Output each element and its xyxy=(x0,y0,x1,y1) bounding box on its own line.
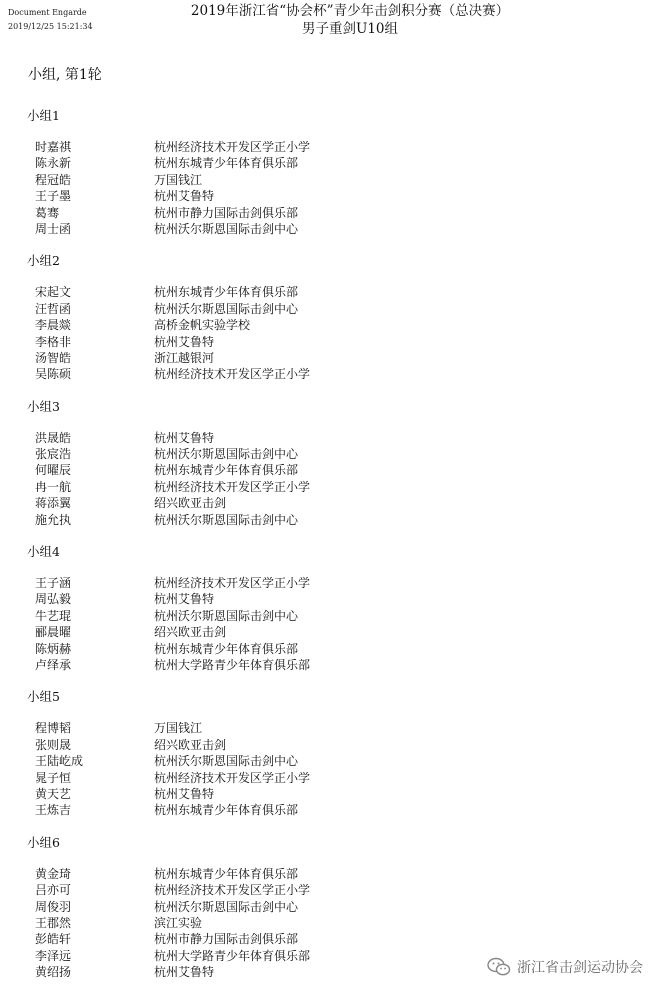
fencer-row xyxy=(0,495,663,511)
fencer-club: 杭州经济技术开发区学正小学 xyxy=(154,367,311,382)
pool-group-title: 小组3 xyxy=(27,398,60,414)
fencer-row xyxy=(0,366,663,382)
fencer-name: 晁子恒 xyxy=(35,770,72,785)
fencer-club: 杭州经济技术开发区学正小学 xyxy=(154,479,311,494)
pool-group xyxy=(0,689,663,818)
fencer-name: 吕亦可 xyxy=(35,883,72,898)
fencer-club: 杭州艾鲁特 xyxy=(154,592,215,607)
fencer-name: 郦晨曜 xyxy=(35,625,72,640)
fencer-row xyxy=(0,608,663,624)
fencer-club: 杭州市静力国际击剑俱乐部 xyxy=(154,205,299,220)
fencer-name: 何曜辰 xyxy=(35,463,72,478)
fencer-name: 冉一航 xyxy=(35,479,72,494)
fencer-club: 杭州经济技术开发区学正小学 xyxy=(154,576,311,591)
fencer-name: 葛骞 xyxy=(35,205,60,220)
fencer-club: 杭州艾鲁特 xyxy=(154,189,215,204)
pool-group-title: 小组4 xyxy=(27,544,60,560)
fencer-name: 黄绍扬 xyxy=(35,965,72,980)
fencer-club: 杭州沃尔斯恩国际击剑中心 xyxy=(154,512,299,527)
fencer-name: 洪晟皓 xyxy=(35,430,72,445)
pool-group-title: 小组1 xyxy=(27,108,60,123)
fencer-row xyxy=(0,317,663,333)
fencer-name: 王陆屹成 xyxy=(35,754,84,769)
fencer-club: 绍兴欧亚击剑 xyxy=(154,625,227,640)
fencer-name: 李晨燚 xyxy=(35,318,72,333)
fencer-club: 杭州沃尔斯恩国际击剑中心 xyxy=(154,608,299,623)
pool-group-title: 小组6 xyxy=(27,834,60,850)
fencer-club: 杭州大学路青少年体育俱乐部 xyxy=(154,948,311,963)
fencer-name: 汪哲函 xyxy=(35,301,72,316)
watermark xyxy=(487,957,643,977)
fencer-club: 杭州东城青少年体育俱乐部 xyxy=(154,285,299,300)
fencer-club: 万国钱江 xyxy=(154,721,203,736)
fencer-name: 程博韬 xyxy=(35,721,72,736)
event-title: 男子重剑U10组 xyxy=(301,21,399,37)
fencer-name: 黄金琦 xyxy=(35,866,72,881)
fencer-club: 杭州经济技术开发区学正小学 xyxy=(154,140,311,154)
fencer-row xyxy=(0,155,663,171)
fencer-club: 杭州东城青少年体育俱乐部 xyxy=(154,463,299,478)
fencer-row xyxy=(0,882,663,898)
fencer-row xyxy=(0,462,663,478)
fencer-name: 汤智皓 xyxy=(35,350,72,365)
fencer-club: 杭州东城青少年体育俱乐部 xyxy=(154,866,299,881)
fencer-row xyxy=(0,512,663,528)
pool-group-title: 小组5 xyxy=(27,689,60,705)
fencer-row xyxy=(0,657,663,673)
print-datetime: 2019/12/25 15:21:34 xyxy=(8,22,93,31)
competition-title: 2019年浙江省“协会杯”青少年击剑积分赛（总决赛） xyxy=(190,3,510,19)
fencer-name: 张宸浩 xyxy=(35,447,72,462)
fencer-row xyxy=(0,770,663,786)
watermark-text: 浙江省击剑运动协会 xyxy=(517,960,643,976)
fencer-row xyxy=(0,479,663,495)
fencer-row xyxy=(0,139,663,155)
fencer-row xyxy=(0,866,663,882)
fencer-name: 牛艺琨 xyxy=(35,608,72,623)
fencer-name: 周弘毅 xyxy=(35,592,72,607)
fencer-club: 杭州艾鲁特 xyxy=(154,430,215,445)
fencer-club: 绍兴欧亚击剑 xyxy=(154,737,227,752)
fencer-club: 万国钱江 xyxy=(154,172,203,187)
fencer-row xyxy=(0,720,663,736)
fencer-club: 杭州艾鲁特 xyxy=(154,334,215,349)
fencer-name: 周士函 xyxy=(35,221,72,236)
fencer-name: 彭皓轩 xyxy=(35,932,72,947)
fencer-club: 杭州沃尔斯恩国际击剑中心 xyxy=(154,899,299,914)
fencer-row xyxy=(0,931,663,947)
fencer-row xyxy=(0,899,663,915)
fencer-row xyxy=(0,641,663,657)
fencer-name: 蒋添翼 xyxy=(35,496,72,511)
fencer-row xyxy=(0,786,663,802)
fencer-row xyxy=(0,591,663,607)
pool-group xyxy=(0,253,663,382)
fencer-row xyxy=(0,284,663,300)
fencer-club: 杭州沃尔斯恩国际击剑中心 xyxy=(154,221,299,236)
fencer-club: 浙江越银河 xyxy=(154,350,215,365)
fencer-row xyxy=(0,446,663,462)
pool-group xyxy=(0,399,663,528)
pool-group xyxy=(0,108,663,237)
document-meta xyxy=(8,6,93,34)
fencer-name: 卢绎承 xyxy=(35,657,72,672)
pool-group xyxy=(0,544,663,673)
fencer-name: 张则晟 xyxy=(35,737,72,752)
fencer-name: 陈炳赫 xyxy=(35,641,72,656)
fencer-club: 杭州沃尔斯恩国际击剑中心 xyxy=(154,754,299,769)
fencer-row xyxy=(0,334,663,350)
fencer-row xyxy=(0,350,663,366)
fencer-name: 陈永新 xyxy=(35,156,72,171)
fencer-club: 杭州大学路青少年体育俱乐部 xyxy=(154,657,311,672)
fencer-club: 高桥金帆实验学校 xyxy=(154,318,251,333)
fencer-row xyxy=(0,753,663,769)
pool-group-title: 小组2 xyxy=(27,253,60,269)
fencer-club: 杭州艾鲁特 xyxy=(154,965,215,980)
fencer-row xyxy=(0,624,663,640)
fencer-club: 杭州市静力国际击剑俱乐部 xyxy=(154,932,299,947)
fencer-row xyxy=(0,802,663,818)
fencer-club: 杭州东城青少年体育俱乐部 xyxy=(154,641,299,656)
fencer-club: 滨江实验 xyxy=(154,915,203,930)
fencer-row xyxy=(0,172,663,188)
fencer-club: 杭州东城青少年体育俱乐部 xyxy=(154,156,299,171)
fencer-club: 杭州经济技术开发区学正小学 xyxy=(154,883,311,898)
fencer-name: 王郡然 xyxy=(35,915,72,930)
software-name: Document Engarde xyxy=(8,8,87,17)
pool-list xyxy=(0,108,663,996)
round-title: 小组, 第1轮 xyxy=(28,67,102,83)
fencer-name: 王子涵 xyxy=(35,576,72,591)
fencer-name: 李泽远 xyxy=(35,948,72,963)
fencer-club: 绍兴欧亚击剑 xyxy=(154,496,227,511)
fencer-name: 李格非 xyxy=(35,334,72,349)
fencer-row xyxy=(0,301,663,317)
fencer-row xyxy=(0,915,663,931)
fencer-row xyxy=(0,430,663,446)
fencer-name: 周俊羽 xyxy=(35,899,72,914)
fencer-club: 杭州沃尔斯恩国际击剑中心 xyxy=(154,447,299,462)
fencer-name: 王子墨 xyxy=(35,189,72,204)
fencer-row xyxy=(0,205,663,221)
fencer-name: 程冠皓 xyxy=(35,172,72,187)
fencer-name: 黄天艺 xyxy=(35,786,72,801)
fencer-name: 王炼吉 xyxy=(35,803,72,818)
fencer-row xyxy=(0,737,663,753)
wechat-icon xyxy=(487,957,511,977)
fencer-name: 吴陈硕 xyxy=(35,367,72,382)
fencer-row xyxy=(0,575,663,591)
fencer-club: 杭州艾鲁特 xyxy=(154,786,215,801)
fencer-row xyxy=(0,188,663,204)
document-title xyxy=(150,2,550,38)
fencer-name: 时嘉祺 xyxy=(35,140,72,154)
fencer-club: 杭州经济技术开发区学正小学 xyxy=(154,770,311,785)
fencer-club: 杭州沃尔斯恩国际击剑中心 xyxy=(154,301,299,316)
fencer-club: 杭州东城青少年体育俱乐部 xyxy=(154,803,299,818)
fencer-name: 施允执 xyxy=(35,512,72,527)
fencer-name: 宋起文 xyxy=(35,285,72,300)
fencer-row xyxy=(0,221,663,237)
